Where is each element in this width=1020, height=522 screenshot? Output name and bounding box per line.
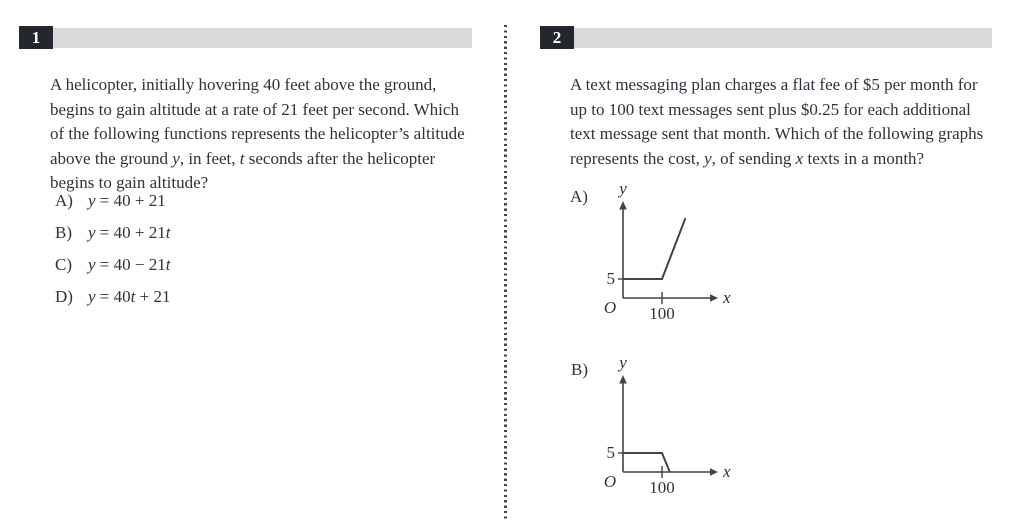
- x-axis-arrow-icon: [710, 294, 718, 302]
- graph-option-b[interactable]: [597, 354, 737, 498]
- graph-option-a[interactable]: [597, 180, 737, 324]
- math-variable: y: [88, 223, 96, 242]
- y-axis-arrow-icon: [619, 375, 627, 384]
- data-line: [623, 453, 670, 472]
- header-bar: [574, 28, 992, 48]
- choice-row-b[interactable]: [55, 222, 455, 244]
- math-variable: y: [172, 148, 180, 168]
- origin-label: O: [603, 298, 617, 317]
- math-variable: t: [130, 287, 136, 306]
- math-variable: t: [165, 223, 171, 242]
- math-variable: y: [88, 191, 96, 210]
- y-axis-label: y: [619, 179, 627, 198]
- question-number-box: 1: [19, 26, 53, 49]
- math-variable: x: [795, 148, 804, 168]
- x-tick-label: 100: [649, 478, 675, 497]
- y-axis-arrow-icon: [619, 201, 627, 210]
- choice-label: B): [55, 223, 72, 242]
- choice-label: D): [55, 287, 73, 306]
- choice-row-a[interactable]: [55, 190, 455, 212]
- choice-equation: y = 40 − 21t: [88, 255, 171, 274]
- math-variable: t: [239, 148, 245, 168]
- choice-row-c[interactable]: [55, 254, 455, 276]
- graph-option-a-label[interactable]: A): [570, 187, 588, 206]
- choice-row-d[interactable]: [55, 286, 455, 308]
- column-divider: [504, 25, 507, 522]
- question-2-header: [540, 26, 992, 49]
- x-axis-label: x: [723, 288, 731, 307]
- origin-label: O: [603, 472, 617, 491]
- math-variable: y: [88, 255, 96, 274]
- choice-equation: y = 40 + 21: [88, 191, 166, 210]
- choice-equation: y = 40 + 21t: [88, 223, 171, 242]
- question-stem: A helicopter, initially hovering 40 feet above the ground, begins to gain altitude at a rate of 21 feet per second. Which of the following functions represents the helicopter’s altitude above the ground y, in feet, t seconds after the helicopter begins to gain altitude?: [50, 75, 465, 192]
- choice-label: C): [55, 255, 72, 274]
- y-axis-label: y: [619, 353, 627, 372]
- answer-choices-list: [55, 190, 455, 318]
- data-line: [623, 218, 685, 279]
- x-axis-arrow-icon: [710, 468, 718, 476]
- y-tick-label: 5: [606, 269, 615, 288]
- header-bar: [53, 28, 472, 48]
- x-axis-label: x: [723, 462, 731, 481]
- x-tick-label: 100: [649, 304, 675, 323]
- choice-label: A): [55, 191, 73, 210]
- graph-option-b-label[interactable]: B): [571, 360, 588, 379]
- math-variable: t: [165, 255, 171, 274]
- math-variable: y: [88, 287, 96, 306]
- question-stem: A text messaging plan charges a flat fee of $5 per month for up to 100 text messages sent plus $0.25 for each additional text message sent that month. Which of the following graphs represents the cost, y, of sending x texts in a month?: [570, 75, 984, 168]
- choice-equation: y = 40t + 21: [88, 287, 171, 306]
- math-variable: y: [704, 148, 712, 168]
- y-tick-label: 5: [606, 443, 615, 462]
- question-1-header: [19, 26, 472, 49]
- question-number-box: 2: [540, 26, 574, 49]
